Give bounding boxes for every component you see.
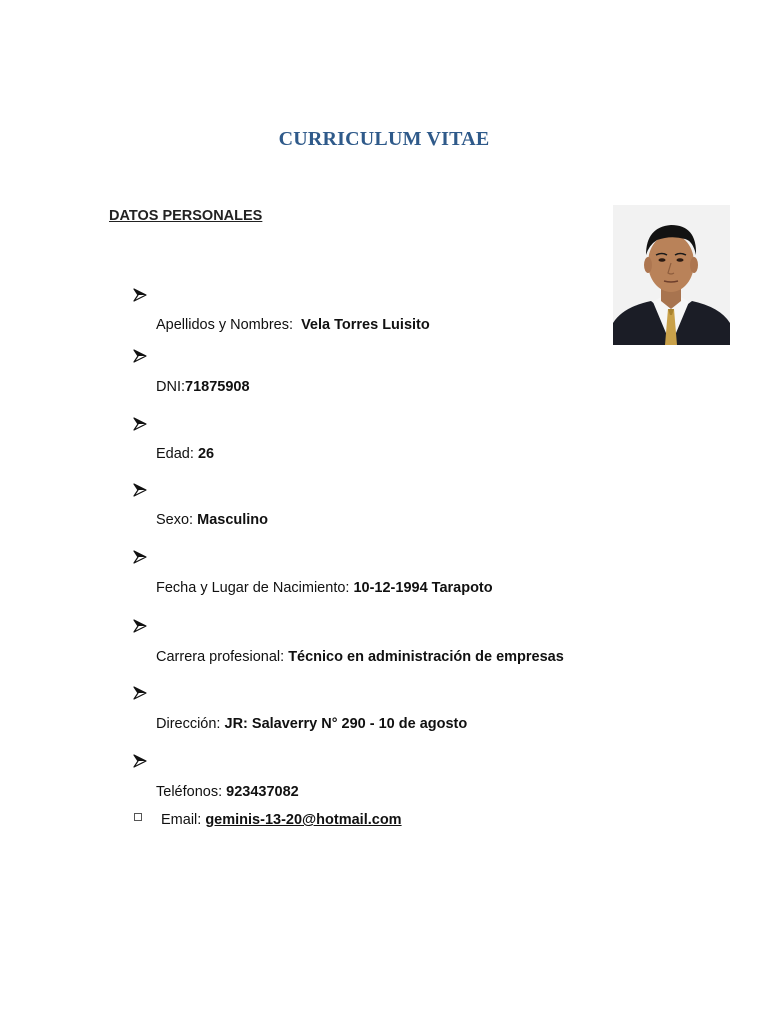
field-sex-value: Masculino: [197, 512, 269, 528]
field-phones-label: Teléfonos:: [156, 784, 223, 800]
field-dni: [156, 379, 250, 395]
field-name-label: Apellidos y Nombres:: [156, 317, 293, 333]
arrow-bullet-icon: [132, 754, 148, 768]
field-dni-value: 71875908: [185, 379, 250, 395]
email-link[interactable]: geminis-13-20@hotmail.com: [205, 812, 402, 828]
field-address-label: Dirección:: [156, 716, 221, 732]
arrow-bullet-icon: [132, 288, 148, 302]
field-career-label: Carrera profesional:: [156, 649, 285, 665]
field-email-label: Email:: [161, 812, 202, 828]
field-address-value: JR: Salaverry N° 290 - 10 de agosto: [224, 716, 468, 732]
field-birth-value: 10-12-1994 Tarapoto: [353, 580, 493, 596]
field-name: [156, 317, 430, 333]
document-title: CURRICULUM VITAE: [278, 128, 490, 150]
field-birth: [156, 580, 493, 596]
field-age-value: 26: [197, 446, 215, 462]
field-career: [156, 649, 564, 665]
field-age: [156, 446, 214, 462]
field-sex: [156, 512, 268, 528]
field-birth-label: Fecha y Lugar de Nacimiento:: [156, 580, 350, 596]
arrow-bullet-icon: [132, 619, 148, 633]
field-email: [161, 812, 402, 828]
field-age-label: Edad:: [156, 446, 194, 462]
field-sex-label: Sexo:: [156, 512, 194, 528]
section-heading-personal-data: DATOS PERSONALES: [109, 208, 263, 224]
arrow-bullet-icon: [132, 550, 148, 564]
arrow-bullet-icon: [132, 686, 148, 700]
field-career-value: Técnico en administración de empresas: [288, 649, 564, 665]
arrow-bullet-icon: [132, 349, 148, 363]
square-bullet-icon: [134, 813, 142, 821]
arrow-bullet-icon: [132, 417, 148, 431]
field-phones-value: 923437082: [226, 784, 299, 800]
field-dni-label: DNI:: [156, 379, 185, 395]
field-address: [156, 716, 467, 732]
arrow-bullet-icon: [132, 483, 148, 497]
field-name-value: Vela Torres Luisito: [301, 317, 430, 333]
portrait-photo: [613, 205, 730, 345]
field-phones: [156, 784, 299, 800]
